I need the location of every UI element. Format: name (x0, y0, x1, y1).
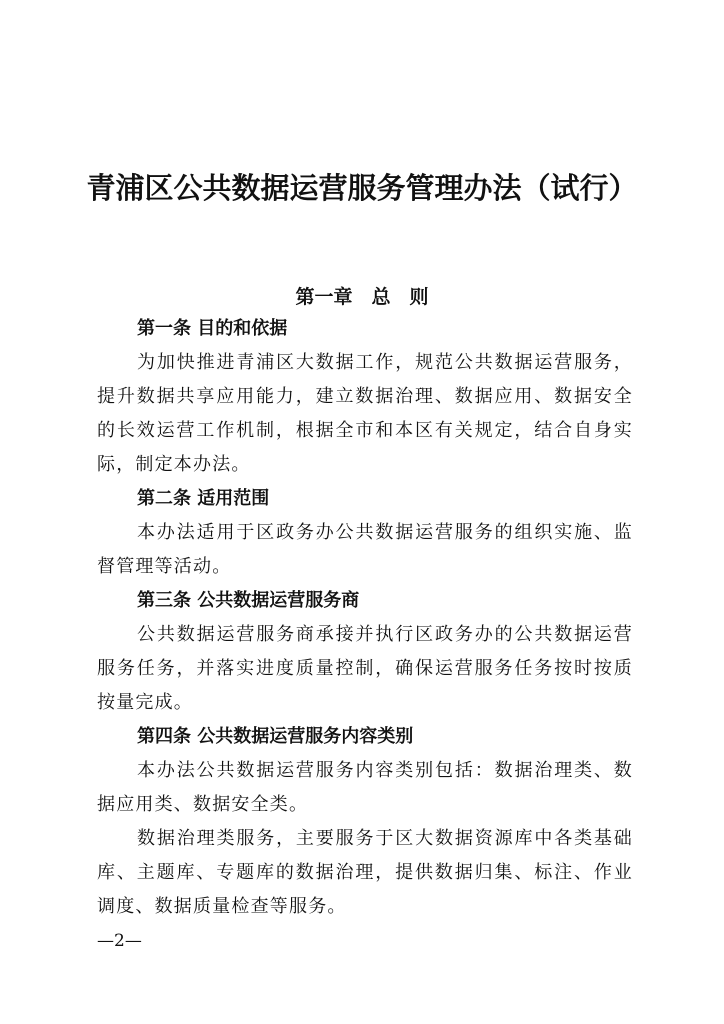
page-number: —2— (97, 931, 142, 951)
chapter-heading: 第一章 总 则 (295, 286, 429, 308)
article-paragraph: 本办法公共数据运营服务内容类别包括：数据治理类、数据应用类、数据安全类。 (97, 760, 633, 815)
article-paragraph: 本办法适用于区政务办公共数据运营服务的组织实施、监督管理等活动。 (97, 522, 633, 577)
document-title: 青浦区公共数据运营服务管理办法（试行） (86, 171, 638, 205)
article-heading: 第四条 公共数据运营服务内容类别 (137, 726, 414, 747)
document-body (97, 312, 633, 924)
article-heading: 第一条 目的和依据 (137, 318, 288, 339)
article-paragraph: 为加快推进青浦区大数据工作，规范公共数据运营服务，提升数据共享应用能力，建立数据治理、数据应用、数据安全的长效运营工作机制，根据全市和本区有关规定，结合自身实际，制定本办法。 (97, 352, 633, 475)
article-paragraph: 公共数据运营服务商承接并执行区政务办的公共数据运营服务任务，并落实进度质量控制，确保运营服务任务按时按质按量完成。 (97, 624, 633, 713)
article-heading: 第二条 适用范围 (137, 488, 270, 509)
article-paragraph: 数据治理类服务，主要服务于区大数据资源库中各类基础库、主题库、专题库的数据治理，提供数据归集、标注、作业调度、数据质量检查等服务。 (97, 828, 633, 917)
article-heading: 第三条 公共数据运营服务商 (137, 590, 360, 611)
